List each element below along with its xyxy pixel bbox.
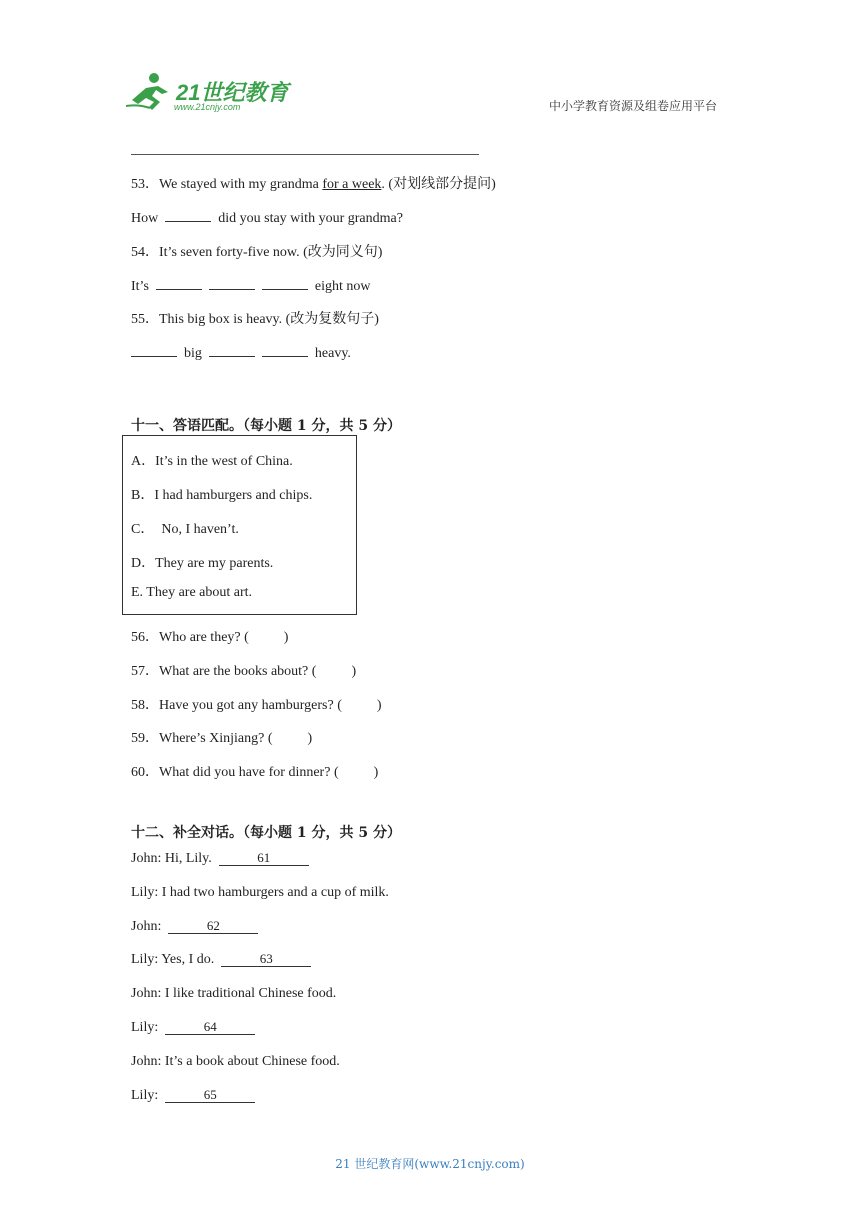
dialog-blank-63[interactable]: 63	[221, 952, 311, 967]
answer-line	[131, 154, 479, 155]
fill-blank[interactable]	[209, 342, 255, 357]
question-59[interactable]: 59．Where’s Xinjiang? ( )	[131, 731, 313, 746]
footer-text[interactable]: 21 世纪教育网(www.21cnjy.com)	[335, 1157, 525, 1171]
fill-blank[interactable]	[165, 207, 211, 222]
dialog-line-7: John: It’s a book about Chinese food.	[131, 1054, 340, 1069]
question-56[interactable]: 56．Who are they? ( )	[131, 630, 289, 645]
fill-blank[interactable]	[209, 275, 255, 290]
answer-54: It’s eight now	[131, 275, 371, 295]
dialog-blank-64[interactable]: 64	[165, 1020, 255, 1035]
option-c: C． No, I haven’t.	[131, 522, 239, 537]
option-a: A．It’s in the west of China.	[131, 454, 293, 469]
fill-blank[interactable]	[156, 275, 202, 290]
option-e: E. They are about art.	[131, 585, 253, 600]
section-11-title: 十一、答语匹配。（每小题 1 分，共 5 分）	[131, 418, 401, 434]
logo-title: 21世纪教育	[176, 80, 289, 105]
answer-55: big heavy.	[131, 342, 351, 362]
fill-blank[interactable]	[262, 342, 308, 357]
fill-blank[interactable]	[262, 275, 308, 290]
question-60[interactable]: 60．What did you have for dinner? ( )	[131, 765, 379, 780]
option-b: B．I had hamburgers and chips.	[131, 488, 313, 503]
question-58[interactable]: 58．Have you got any hamburgers? ( )	[131, 698, 382, 713]
dialog-blank-61[interactable]: 61	[219, 851, 309, 866]
question-54: 54．It’s seven forty-five now. (改为同义句)	[131, 245, 383, 260]
dialog-line-5: John: I like traditional Chinese food.	[131, 986, 337, 1001]
header-platform-text: 中小学教育资源及组卷应用平台	[549, 99, 718, 113]
dialog-line-4: Lily: Yes, I do. 63	[131, 952, 311, 968]
question-55: 55．This big box is heavy. (改为复数句子)	[131, 312, 379, 327]
dialog-line-2: Lily: I had two hamburgers and a cup of milk.	[131, 885, 389, 900]
fill-blank[interactable]	[131, 342, 177, 357]
section-12-title: 十二、补全对话。（每小题 1 分，共 5 分）	[131, 825, 401, 841]
question-53: 53．We stayed with my grandma for a week. (对划线部分提问)	[131, 177, 496, 192]
dialog-blank-65[interactable]: 65	[165, 1088, 255, 1103]
dialog-line-3: John: 62	[131, 919, 258, 935]
underlined-phrase: for a week	[322, 177, 382, 192]
logo	[124, 70, 294, 116]
dialog-blank-62[interactable]: 62	[168, 919, 258, 934]
dialog-line-1: John: Hi, Lily. 61	[131, 851, 309, 867]
logo-url: www.21cnjy.com	[174, 102, 241, 112]
option-d: D．They are my parents.	[131, 556, 274, 571]
question-57[interactable]: 57．What are the books about? ( )	[131, 664, 357, 679]
dialog-line-6: Lily: 64	[131, 1020, 255, 1036]
dialog-line-8: Lily: 65	[131, 1088, 255, 1104]
answer-53: How did you stay with your grandma?	[131, 207, 403, 227]
